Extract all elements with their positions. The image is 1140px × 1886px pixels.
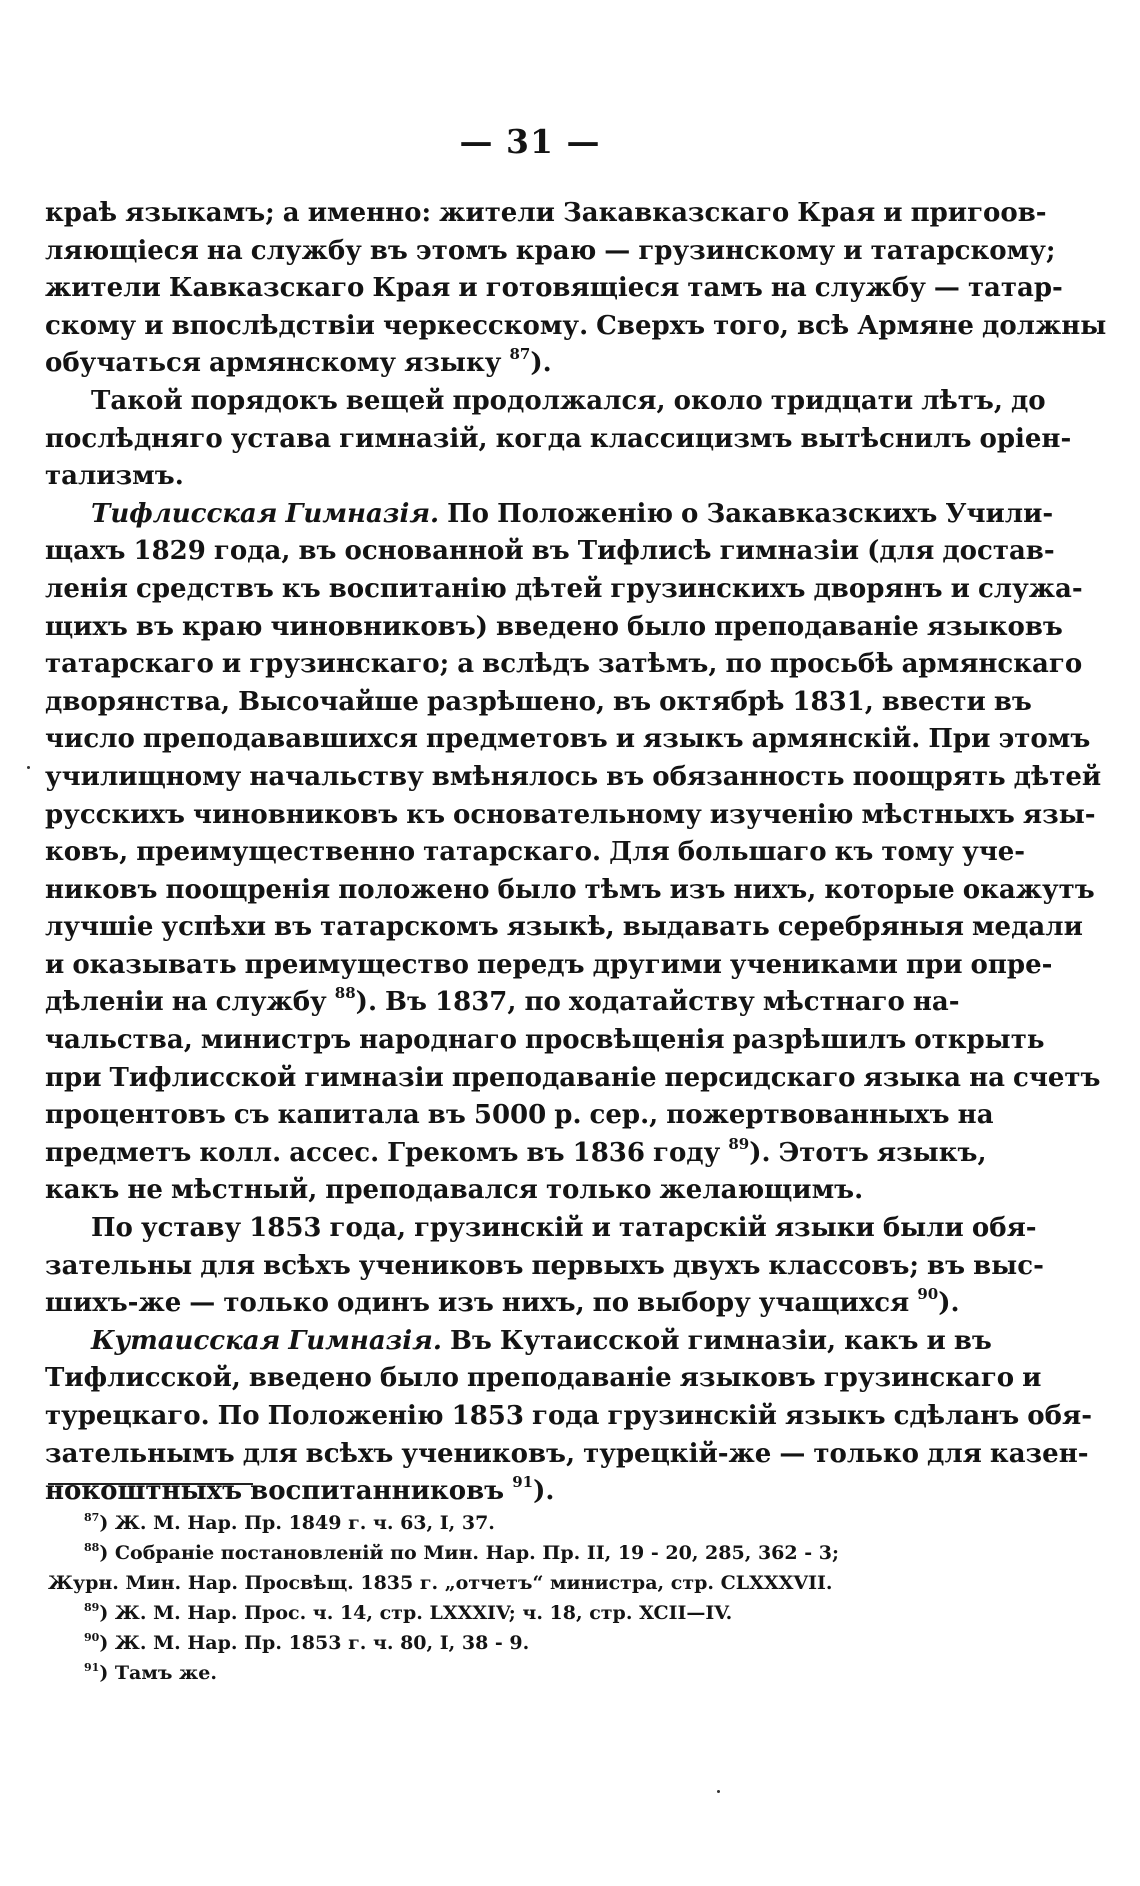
text-line: скому и впослѣдствіи черкесскому. Сверхъ того, всѣ Армяне должны [45,310,1107,341]
text-line: турецкаго. По Положенію 1853 года грузинскій языкъ сдѣланъ обя- [45,1401,1092,1431]
paragraph-statute-1853 [45,1210,1044,1323]
text-line: и оказывать преимущество передъ другими учениками при опре- [45,949,1053,980]
text-line: дворянства, Высочайше разрѣшено, въ октябрѣ 1831, ввести въ [45,686,1032,717]
text-line: какъ не мѣстный, преподавался только желающимъ. [45,1175,864,1206]
text-line: зательнымъ для всѣхъ учениковъ, турецкій-же — только для казен- [45,1438,1089,1469]
text-line: Такой порядокъ вещей продолжался, около тридцати лѣтъ, до [91,385,1046,416]
footnote-ref: 90 [917,1285,939,1304]
footnote: $^{90}$) Ж. М. Нар. Пр. 1853 г. ч. 80, I, 38 - 9. [84,1631,530,1654]
footnote-divider [48,1483,253,1485]
text-line: русскихъ чиновниковъ къ основательному изученію мѣстныхъ язы- [45,799,1096,830]
footnote: $^{89}$) Ж. М. Нар. Прос. ч. 14, стр. LXXXIV; ч. 18, стр. XCII—IV. [84,1601,733,1624]
text-line: ленія средствъ къ воспитанію дѣтей грузинскихъ дворянъ и служа- [45,573,1083,604]
text-line: Кутаисская Гимназія. Въ Кутаисской гимназіи, какъ и въ [91,1325,992,1356]
print-speck [717,1790,720,1793]
text-line: краѣ языкамъ; а именно: жители Закавказскаго Края и пригоов- [45,198,1047,228]
text-line: татарскаго и грузинскаго; а вслѣдъ затѣмъ, по просьбѣ армянскаго [45,649,1083,680]
text-line: жители Кавказскаго Края и готовящіеся тамъ на службу — татар- [45,273,1063,304]
text-line: Тифлисская Гимназія. По Положенію о Закавказскихъ Учили- [91,498,1054,529]
footnote-ref: 88 [334,984,356,1003]
text-line: нокоштныхъ воспитанниковъ $^{91}$). [45,1473,555,1507]
text-line: послѣдняго устава гимназій, когда классицизмъ вытѣснилъ оріен- [45,423,1072,454]
footnote-continuation: Журн. Мин. Нар. Просвѣщ. 1835 г. „отчетъ“ министра, стр. CLXXXVII. [48,1572,833,1594]
page-number: — 31 — [459,122,601,161]
text-line: училищному начальству вмѣнялось въ обязанность поощрять дѣтей [45,761,1102,792]
text-line: щихъ въ краю чиновниковъ) введено было преподаваніе языковъ [45,611,1063,642]
text-line: щахъ 1829 года, въ основанной въ Тифлисѣ гимназіи (для достав- [45,536,1055,567]
text-line: чальства, министръ народнаго просвѣщенія разрѣшилъ открыть [45,1025,1045,1056]
section-heading: Кутаисская Гимназія. [91,1325,442,1356]
text-line: число преподававшихся предметовъ и языкъ армянскій. При этомъ [45,724,1091,755]
footnote: $^{91}$) Тамъ же. [84,1661,217,1684]
paragraph-tiflis-gymnasium [45,496,1102,1210]
text-line: ляющіеся на службу въ этомъ краю — грузинскому и татарскому; [45,235,1056,266]
text-line: ковъ, преимущественно татарскаго. Для большаго къ тому уче- [45,837,1026,868]
text-line: предметъ колл. ассес. Грекомъ въ 1836 году $^{89}$). Этотъ языкъ, [45,1134,987,1168]
footnote-ref: 89 [728,1134,750,1153]
text-line: дѣленіи на службу $^{88}$). Въ 1837, по ходатайству мѣстнаго на- [45,984,960,1018]
main-text [45,195,1107,1511]
footnote-ref: 91 [512,1473,534,1492]
footnote: $^{88}$) Собраніе постановленій по Мин. Нар. Пр. II, 19 - 20, 285, 362 - 3; [84,1541,839,1564]
footnote: $^{87}$) Ж. М. Нар. Пр. 1849 г. ч. 63, I, 37. [84,1511,495,1534]
print-speck [27,766,30,769]
text-line: тализмъ. [45,461,184,492]
text-line: при Тифлисской гимназіи преподаваніе персидскаго языка на счетъ [45,1062,1101,1093]
text-line: процентовъ съ капитала въ 5000 р. сер., пожертвованныхъ на [45,1100,994,1131]
text-line: лучшіе успѣхи въ татарскомъ языкѣ, выдавать серебряныя медали [45,912,1083,943]
text-line: шихъ-же — только одинъ изъ нихъ, по выбору учащихся $^{90}$). [45,1285,960,1319]
footnote-ref: 87 [509,345,531,364]
text-line: Тифлисской, введено было преподаваніе языковъ грузинскаго и [45,1363,1042,1394]
paragraph-2 [45,383,1072,496]
text-line: По уставу 1853 года, грузинскій и татарскій языки были обя- [91,1213,1037,1244]
text-line: зательны для всѣхъ учениковъ первыхъ двухъ классовъ; въ выс- [45,1250,1044,1281]
section-heading: Тифлисская Гимназія. [91,498,440,529]
text-line: обучаться армянскому языку $^{87}$). [45,345,552,379]
paragraph-1 [45,195,1107,383]
text-line: никовъ поощренія положено было тѣмъ изъ нихъ, которые окажутъ [45,874,1095,905]
footnotes [48,1508,896,1688]
